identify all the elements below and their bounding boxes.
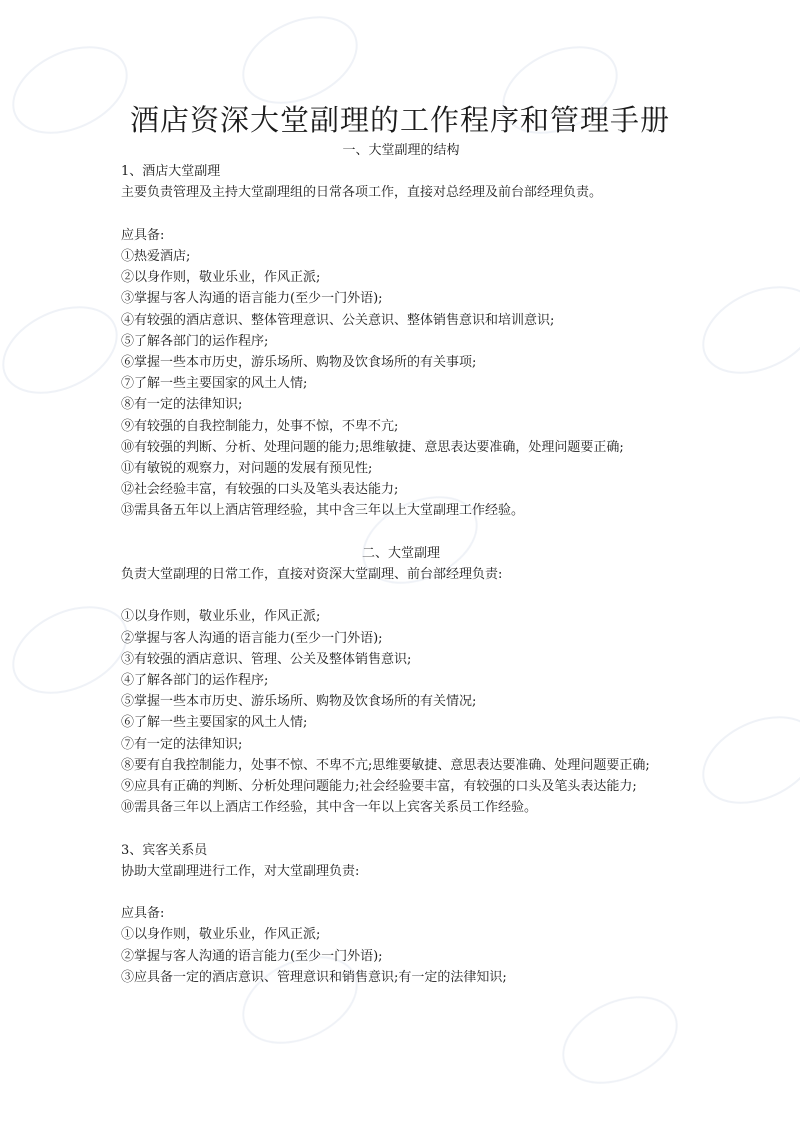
section2-item: ①以身作则，敬业乐业，作风正派; (121, 609, 321, 625)
section3-item: ③应具备一定的酒店意识、管理意识和销售意识;有一定的法律知识; (121, 969, 507, 985)
section3-subheading: 3、宾客关系员 (121, 842, 208, 858)
section3-duty: 协助大堂副理进行工作，对大堂副理负责: (121, 863, 360, 879)
section2-item: ④了解各部门的运作程序; (121, 673, 269, 689)
section1-item: ②以身作则，敬业乐业，作风正派; (121, 270, 321, 286)
section1-item: ⑨有较强的自我控制能力，处事不惊，不卑不亢; (121, 418, 399, 434)
spacer (121, 818, 681, 839)
section2-item: ⑧要有自我控制能力，处事不惊、不卑不亢;思维要敏捷、意思表达要准确、处理问题要正确; (121, 757, 650, 773)
section2-item: ②掌握与客人沟通的语言能力(至少一门外语); (121, 630, 383, 646)
spacer (121, 882, 681, 903)
section1-item: ③掌握与客人沟通的语言能力(至少一门外语); (121, 291, 383, 307)
section1-item: ⑩有较强的判断、分析、处理问题的能力;思维敏捷、意思表达要准确，处理问题要正确; (121, 439, 624, 455)
section3-item: ①以身作则，敬业乐业，作风正派; (121, 927, 321, 943)
section2-duty: 负责大堂副理的日常工作，直接对资深大堂副理、前台部经理负责: (121, 567, 503, 583)
section1-subheading: 1、酒店大堂副理 (121, 164, 221, 180)
section2-item: ⑤掌握一些本市历史、游乐场所、购物及饮食场所的有关情况; (121, 694, 477, 710)
section2-item: ⑦有一定的法律知识; (121, 736, 243, 752)
section2-item: ⑩需具备三年以上酒店工作经验，其中含一年以上宾客关系员工作经验。 (121, 800, 538, 816)
section1-item: ⑤了解各部门的运作程序; (121, 333, 269, 349)
section2-item: ③有较强的酒店意识、管理、公关及整体销售意识; (121, 651, 412, 667)
section1-item: ⑫社会经验丰富，有较强的口头及笔头表达能力; (121, 482, 399, 498)
section1-item: ⑪有敏锐的观察力，对问题的发展有预见性; (121, 461, 373, 477)
spacer (121, 204, 681, 225)
section1-item: ⑬需具备五年以上酒店管理经验，其中含三年以上大堂副理工作经验。 (121, 503, 525, 519)
document-body (121, 140, 681, 988)
section1-item: ⑧有一定的法律知识; (121, 397, 243, 413)
section1-item: ⑦了解一些主要国家的风土人情; (121, 376, 308, 392)
section1-item: ④有较强的酒店意识、整体管理意识、公关意识、整体销售意识和培训意识; (121, 312, 555, 328)
spacer (121, 522, 681, 543)
section1-item: ①热爱酒店; (121, 249, 191, 264)
section3-item: ②掌握与客人沟通的语言能力(至少一门外语); (121, 948, 383, 964)
section2-item: ⑥了解一些主要国家的风土人情; (121, 715, 308, 731)
section1-item: ⑥掌握一些本市历史，游乐场所、购物及饮食场所的有关事项; (121, 355, 477, 371)
section2-item: ⑨应具有正确的判断、分析处理问题能力;社会经验要丰富，有较强的口头及笔头表达能力; (121, 779, 637, 795)
section1-heading: 一、大堂副理的结构 (342, 143, 460, 158)
section2-heading: 二、大堂副理 (361, 545, 440, 561)
document-title: 酒店资深大堂副理的工作程序和管理手册 (129, 103, 670, 137)
section1-duty: 主要负责管理及主持大堂副理组的日常各项工作，直接对总经理及前台部经理负责。 (121, 185, 603, 201)
spacer (121, 585, 681, 606)
section3-requirements-label: 应具备: (121, 906, 165, 922)
section1-requirements-label: 应具备: (121, 227, 165, 243)
